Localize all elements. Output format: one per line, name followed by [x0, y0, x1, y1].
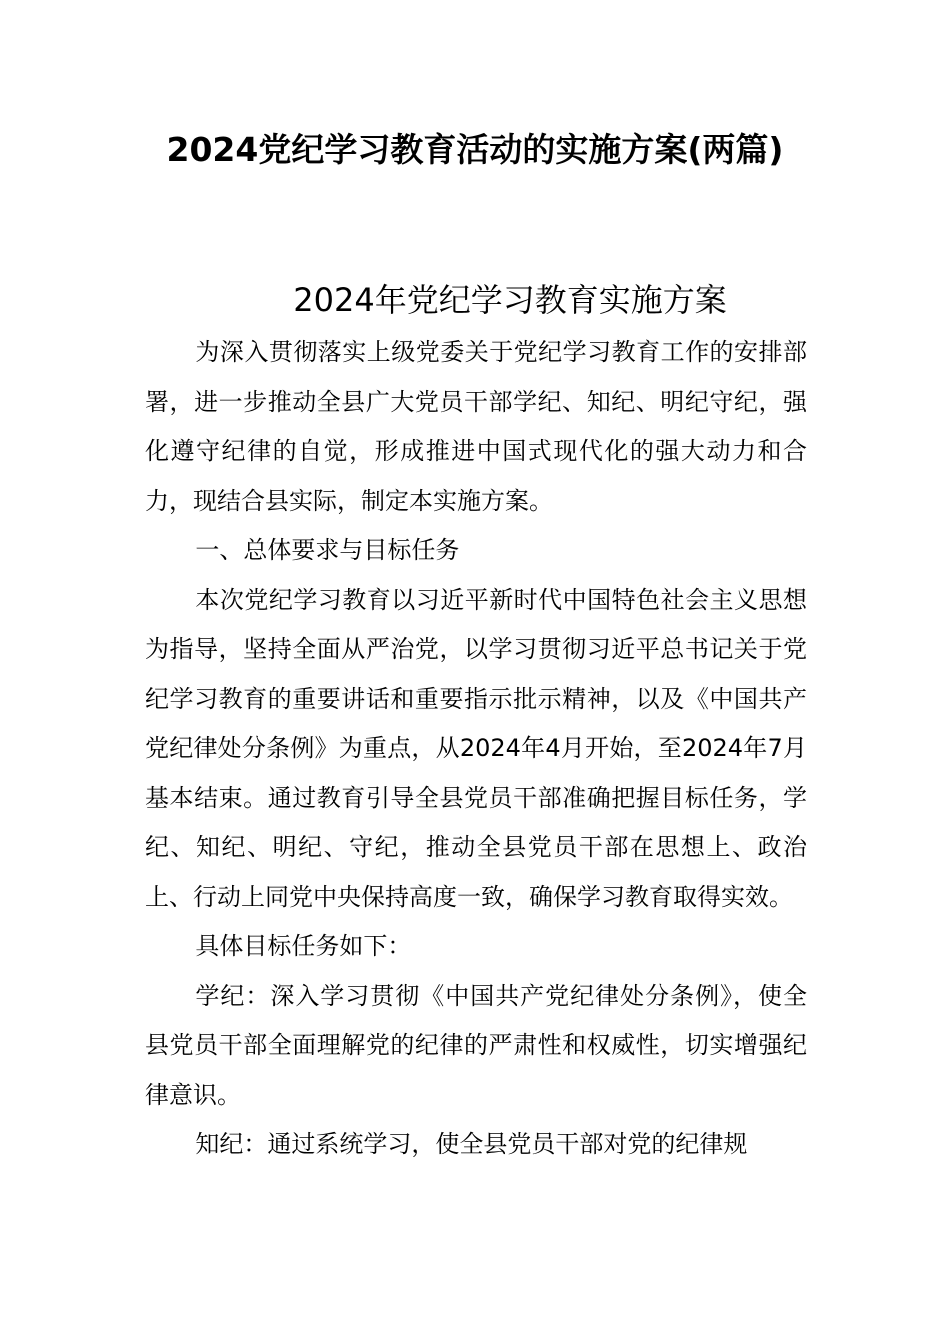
paragraph-xueji: 学纪：深入学习贯彻《中国共产党纪律处分条例》，使全县党员干部全面理解党的纪律的严肃性和权威性，切实增强纪律意识。: [145, 981, 807, 1109]
document-subtitle: 2024年党纪学习教育实施方案: [293, 281, 727, 319]
paragraph-intro: 为深入贯彻落实上级党委关于党纪学习教育工作的安排部署，进一步推动全县广大党员干部学纪、知纪、明纪守纪，强化遵守纪律的自觉，形成推进中国式现代化的强大动力和合力，现结合县实际，制定本实施方案。: [145, 338, 807, 515]
paragraph-overview: 本次党纪学习教育以习近平新时代中国特色社会主义思想为指导，坚持全面从严治党，以学习贯彻习近平总书记关于党纪学习教育的重要讲话和重要指示批示精神，以及《中国共产党纪律处分条例》为重点，从2024年4月开始，至2024年7月基本结束。通过教育引导全县党员干部准确把握目标任务，学纪、知纪、明纪、守纪，推动全县党员干部在思想上、政治上、行动上同党中央保持高度一致，确保学习教育取得实效。: [145, 585, 807, 911]
document-title: 2024党纪学习教育活动的实施方案(两篇): [166, 130, 784, 169]
paragraph-zhiji: 知纪：通过系统学习，使全县党员干部对党的纪律规: [195, 1130, 748, 1158]
paragraph-targets-intro: 具体目标任务如下：: [195, 932, 412, 960]
section-heading: 一、总体要求与目标任务: [195, 536, 460, 564]
document-body: [145, 328, 807, 1170]
